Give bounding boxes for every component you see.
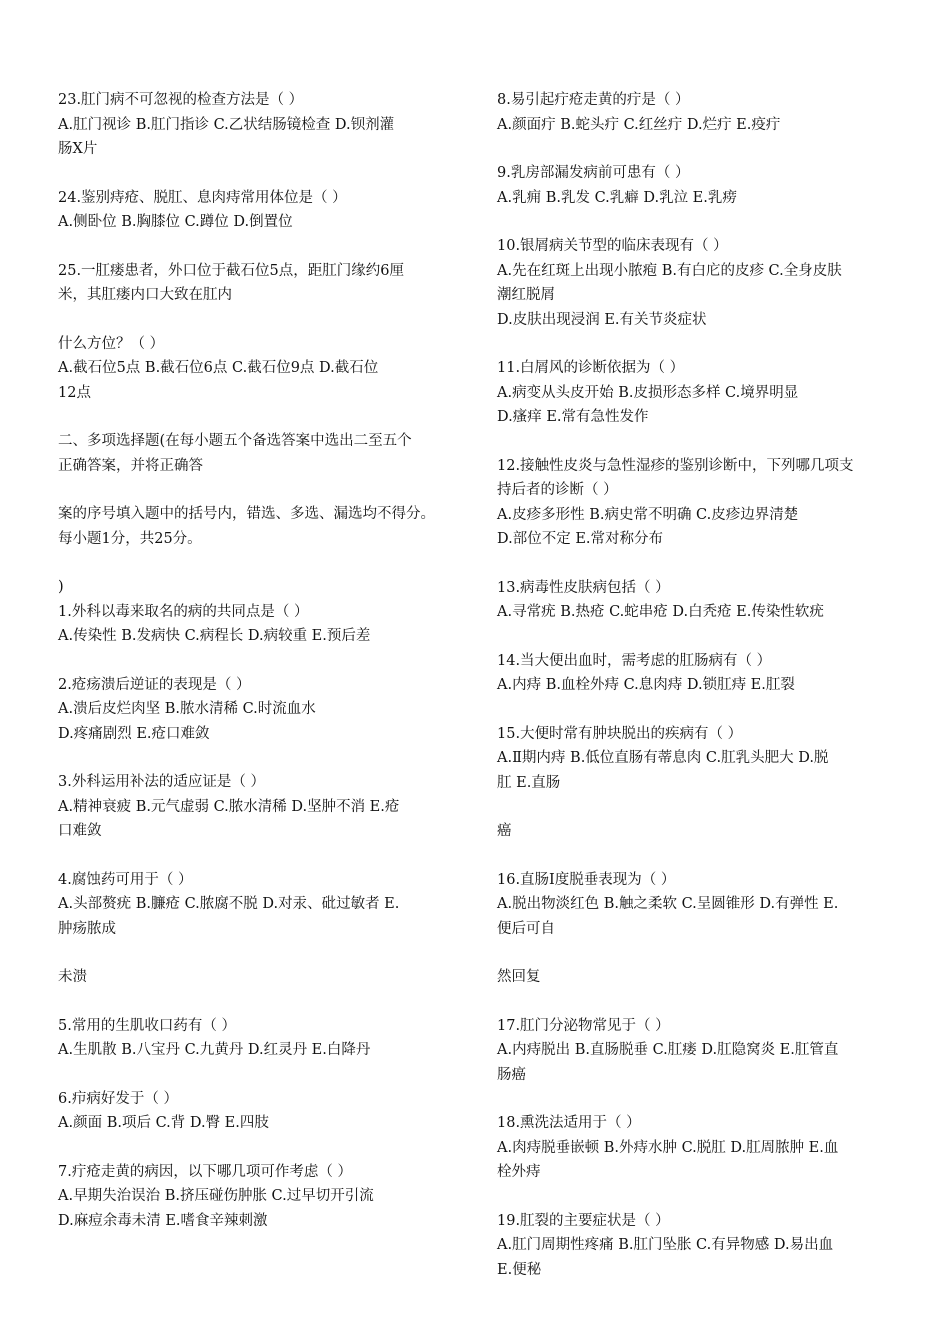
- text-line: 13.病毒性皮肤病包括（ ）: [497, 579, 670, 596]
- question-paragraph: [58, 186, 468, 235]
- right-column: [497, 88, 907, 1306]
- question-paragraph: [497, 649, 907, 698]
- text-line: A.溃后皮烂肉坚 B.脓水清稀 C.时流血水: [58, 701, 316, 717]
- text-line: 9.乳房部漏发病前可患有（ ）: [497, 165, 690, 181]
- text-line: 5.常用的生肌收口药有（ ）: [58, 1017, 236, 1034]
- question-paragraph: [58, 770, 468, 844]
- text-line: A.内痔 B.血栓外痔 C.息肉痔 D.锁肛痔 E.肛裂: [497, 677, 795, 693]
- question-paragraph: [58, 502, 468, 551]
- text-line: D.麻痘余毒未清 E.嗜食辛辣刺激: [58, 1212, 268, 1229]
- question-paragraph: [58, 965, 468, 990]
- text-line: 6.疖病好发于（ ）: [58, 1090, 178, 1107]
- text-line: 24.鉴别痔疮、脱肛、息肉痔常用体位是（ ）: [58, 189, 347, 206]
- question-paragraph: [497, 161, 907, 210]
- text-line: A.头部赘疣 B.臁疮 C.脓腐不脱 D.对汞、砒过敏者 E.: [58, 896, 400, 912]
- text-line: D.疼痛剧烈 E.疮口难敛: [58, 725, 210, 742]
- text-line: A.寻常疣 B.热疮 C.蛇串疮 D.白秃疮 E.传染性软疣: [497, 604, 824, 620]
- text-line: A.颜面 B.项后 C.背 D.臀 E.四肢: [58, 1115, 269, 1131]
- question-paragraph: [497, 1111, 907, 1185]
- text-line: 什么方位？（ ）: [58, 335, 165, 352]
- text-line: 15.大便时常有肿块脱出的疾病有（ ）: [497, 725, 743, 742]
- text-line: A.肛门周期性疼痛 B.肛门坠胀 C.有异物感 D.易出血: [497, 1237, 834, 1253]
- text-line: A.传染性 B.发病快 C.病程长 D.病较重 E.预后差: [58, 628, 371, 644]
- left-column: [58, 88, 468, 1257]
- text-line: 便后可自: [497, 920, 555, 937]
- question-paragraph: [497, 88, 907, 137]
- text-line: A.病变从头皮开始 B.皮损形态多样 C.境界明显: [497, 384, 799, 401]
- text-line: A.皮疹多形性 B.病史常不明确 C.皮疹边界清楚: [497, 506, 799, 523]
- text-line: A.生肌散 B.八宝丹 C.九黄丹 D.红灵丹 E.白降丹: [58, 1042, 371, 1058]
- text-line: ): [58, 579, 64, 595]
- text-line: 14.当大便出血时，需考虑的肛肠病有（ ）: [497, 652, 772, 669]
- text-line: A.脱出物淡红色 B.触之柔软 C.呈圆锥形 D.有弹性 E.: [497, 896, 839, 912]
- text-line: A.Ⅱ期内痔 B.低位直肠有蒂息肉 C.肛乳头肥大 D.脱: [497, 750, 829, 766]
- question-paragraph: [58, 1014, 468, 1063]
- question-paragraph: [58, 1160, 468, 1234]
- question-paragraph: [58, 1087, 468, 1136]
- text-line: 肿疡脓成: [58, 920, 116, 937]
- text-line: 8.易引起疔疮走黄的疔是（ ）: [497, 92, 690, 108]
- text-line: 肠X片: [58, 141, 98, 157]
- text-line: A.颜面疔 B.蛇头疔 C.红丝疔 D.烂疔 E.疫疔: [497, 116, 781, 133]
- text-line: 3.外科运用补法的适应证是（ ）: [58, 774, 265, 790]
- question-paragraph: [497, 576, 907, 625]
- text-line: 7.疔疮走黄的病因，以下哪几项可作考虑（ ）: [58, 1163, 352, 1180]
- question-paragraph: [497, 868, 907, 942]
- question-paragraph: [58, 575, 468, 649]
- text-line: A.侧卧位 B.胸膝位 C.蹲位 D.倒置位: [58, 214, 293, 230]
- text-line: 25.一肛瘘患者，外口位于截石位5点，距肛门缘约6厘: [58, 262, 405, 279]
- text-line: 18.熏洗法适用于（ ）: [497, 1115, 641, 1131]
- question-paragraph: [58, 868, 468, 942]
- text-line: 肛 E.直肠: [497, 774, 561, 791]
- question-paragraph: [58, 259, 468, 308]
- text-line: 23.肛门病不可忽视的检查方法是（ ）: [58, 92, 304, 108]
- text-line: 11.白屑风的诊断依据为（ ）: [497, 360, 685, 376]
- text-line: 正确答案，并将正确答: [58, 457, 203, 474]
- text-line: A.肛门视诊 B.肛门指诊 C.乙状结肠镜检查 D.钡剂灌: [58, 116, 395, 133]
- question-paragraph: [497, 454, 907, 552]
- text-line: A.肉痔脱垂嵌顿 B.外痔水肿 C.脱肛 D.肛周脓肿 E.血: [497, 1139, 839, 1156]
- text-line: 2.疮疡溃后逆证的表现是（ ）: [58, 676, 251, 693]
- text-line: A.内痔脱出 B.直肠脱垂 C.肛瘘 D.肛隐窝炎 E.肛管直: [497, 1042, 839, 1058]
- question-paragraph: [497, 722, 907, 796]
- text-line: A.早期失治误治 B.挤压碰伤肿胀 C.过早切开引流: [58, 1188, 374, 1204]
- text-line: D.部位不定 E.常对称分布: [497, 531, 664, 547]
- text-line: 1.外科以毒来取名的病的共同点是（ ）: [58, 603, 309, 620]
- text-line: 口难敛: [58, 823, 102, 839]
- question-paragraph: [497, 965, 907, 990]
- text-line: 二、多项选择题(在每小题五个备选答案中选出二至五个: [58, 433, 412, 449]
- text-line: A.截石位5点 B.截石位6点 C.截石位9点 D.截石位: [58, 360, 379, 376]
- question-paragraph: [58, 673, 468, 747]
- text-line: 每小题1分，共25分。: [58, 530, 202, 547]
- text-line: E.便秘: [497, 1261, 542, 1278]
- text-line: D.瘙痒 E.常有急性发作: [497, 409, 649, 425]
- text-line: A.先在红斑上出现小脓疱 B.有白庀的皮疹 C.全身皮肤: [497, 262, 842, 279]
- text-line: 16.直肠Ⅰ度脱垂表现为（ ）: [497, 871, 676, 888]
- text-line: A.乳痈 B.乳发 C.乳癖 D.乳泣 E.乳痨: [497, 189, 737, 206]
- text-line: 12点: [58, 384, 91, 401]
- text-line: 癌: [497, 823, 512, 839]
- text-line: 未溃: [58, 969, 87, 985]
- text-line: 案的序号填入题中的括号内，错选、多选、漏选均不得分。: [58, 506, 435, 522]
- question-paragraph: [58, 332, 468, 406]
- question-paragraph: [497, 819, 907, 844]
- text-line: 4.腐蚀药可用于（ ）: [58, 871, 193, 888]
- question-paragraph: [58, 429, 468, 478]
- question-paragraph: [58, 88, 468, 162]
- text-line: 10.银屑病关节型的临床表现有（ ）: [497, 238, 728, 254]
- text-line: 然回复: [497, 969, 541, 985]
- text-line: 19.肛裂的主要症状是（ ）: [497, 1212, 670, 1229]
- question-paragraph: [497, 1209, 907, 1283]
- text-line: 潮红脱屑: [497, 287, 555, 303]
- text-line: A.精神衰疲 B.元气虚弱 C.脓水清稀 D.坚肿不消 E.疮: [58, 798, 400, 815]
- text-line: 持后者的诊断（ ）: [497, 482, 618, 498]
- text-line: 肠癌: [497, 1066, 526, 1083]
- question-paragraph: [497, 234, 907, 332]
- question-paragraph: [497, 356, 907, 430]
- text-line: 米，其肛瘘内口大致在肛内: [58, 287, 232, 303]
- text-line: D.皮肤出现浸润 E.有关节炎症状: [497, 311, 707, 328]
- text-line: 栓外痔: [497, 1164, 541, 1180]
- question-paragraph: [497, 1014, 907, 1088]
- text-line: 12.接触性皮炎与急性湿疹的鉴别诊断中，下列哪几项支: [497, 457, 854, 474]
- text-line: 17.肛门分泌物常见于（ ）: [497, 1017, 670, 1034]
